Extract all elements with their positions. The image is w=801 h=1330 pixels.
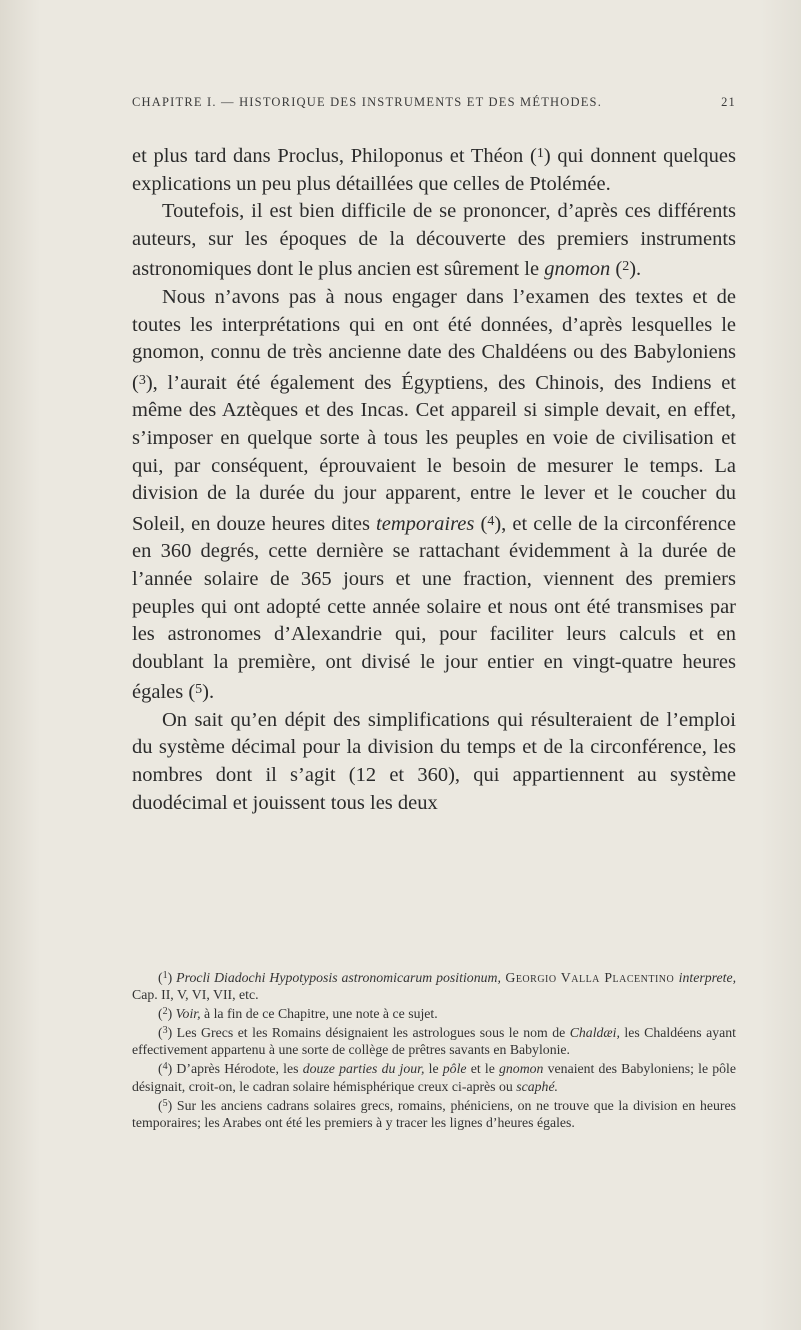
text-run: à la fin de ce Chapitre, une note à ce sujet.	[200, 1006, 438, 1022]
footnote-3: ($^3$) Les Grecs et les Romains désignaient les astrologues sous le nom de Chaldæi, les Chaldéens ayant effectivement appartenu à une sorte de collège de prêtres savants en Babylonie.	[132, 1025, 736, 1058]
footnote-4: ($^4$) D’après Hérodote, les douze parties du jour, le pôle et le gnomon venaient des Babyloniens; le pôle désignait, croit-on, le cadran solaire hémisphérique creux ci-après ou scaphé.	[132, 1061, 737, 1094]
footnote-2: ($^2$) Voir, à la fin de ce Chapitre, une note à ce sujet.	[158, 1006, 438, 1022]
page-number: 21	[721, 95, 736, 109]
emphasis: gnomon	[544, 258, 611, 281]
text-run: ) qui donnent quelques explications un peu plus détaillées que celles de Ptolémée.	[132, 145, 736, 195]
text-run: )	[167, 970, 177, 985]
footnote-number: 5	[162, 1097, 168, 1109]
footnote-ref: 1	[536, 146, 544, 161]
text-run: les Chaldéens ayant effectivement appartenu à une sorte de collège de prêtres savants en Babylonie.	[132, 1025, 736, 1058]
footnote-number: 2	[162, 1006, 168, 1018]
text-run: Nous n’avons pas à nous engager dans l’examen des textes et de toutes les interprétations qui en ont été données, d’après lesquelles le gnomon, connu de très ancienne date des Chaldéens ou des Babyloniens (	[132, 285, 736, 394]
text-run: et le	[466, 1061, 499, 1077]
emphasis: douze parties du jour,	[302, 1061, 425, 1077]
text-run: et plus tard dans Proclus, Philoponus et Théon (	[132, 145, 537, 167]
footnote-ref: 5	[195, 682, 203, 698]
text-run: (	[610, 258, 623, 281]
emphasis: gnomon	[499, 1061, 544, 1077]
footnote-ref: 2	[622, 259, 630, 275]
footnote-number: 3	[162, 1025, 168, 1037]
emphasis: Procli Diadochi Hypotyposis astronomicarum positionum,	[176, 970, 501, 985]
emphasis: pôle	[442, 1061, 467, 1077]
emphasis: temporaires	[376, 512, 475, 535]
footnote-number: 1	[162, 970, 168, 981]
footnote-5: ($^5$) Sur les anciens cadrans solaires grecs, romains, phéniciens, on ne trouve que la division en heures temporaires; les Arabes ont été les premiers à y tracer les lignes d’heures égales.	[132, 1097, 736, 1130]
text-run: ) D’après Hérodote, les	[167, 1061, 303, 1077]
running-title: CHAPITRE I. — HISTORIQUE DES INSTRUMENTS ET DES MÉTHODES.	[132, 95, 603, 109]
emphasis: Chaldæi,	[569, 1025, 620, 1041]
text-run: Toutefois, il est bien difficile de se prononcer, d’après ces différents auteurs, sur les époques de la découverte des premiers instruments astronomiques dont le plus ancien est sûrement le	[132, 200, 736, 281]
text-run: ).	[202, 681, 215, 704]
text-run: (	[474, 512, 488, 535]
footnote-number: 4	[162, 1061, 168, 1073]
emphasis: Voir,	[175, 1006, 201, 1022]
text-run: )	[167, 1006, 176, 1022]
footnote-ref: 4	[487, 513, 495, 529]
paragraph-2	[132, 198, 736, 284]
text-run: ) Les Grecs et les Romains désignaient les astrologues sous le nom de	[167, 1025, 570, 1041]
text-run: On sait qu’en dépit des simplifications qui résulteraient de l’emploi du système décimal pour la division du temps et de la circonférence, les nombres dont il s’agit (12 et 360), qui appartiennent au système duodécimal et jouissent tous les deux	[132, 708, 736, 814]
emphasis: interprete,	[678, 970, 737, 985]
text-run: venaient des Babyloniens; le pôle désignait, croit-on, le cadran solaire hémisphérique creux ci-après ou	[132, 1061, 737, 1094]
paragraph-1	[132, 140, 736, 198]
text-run: ), et celle de la circonférence en 360 degrés, cette dernière se rattachant évidemment à la durée de l’année solaire de 365 jours et une fraction, viennent des premiers peuples qui ont adopté cette année solaire et nous ont été transmises par les astronomes d’Alexandrie qui, pour faciliter leurs calculs et en doublant la première, ont divisé le jour entier en vingt-quatre heures égales (	[132, 512, 736, 704]
text-run: ).	[629, 258, 642, 281]
paragraph-4	[132, 707, 736, 817]
footnotes	[132, 967, 736, 1131]
footnote-ref: 3	[138, 372, 146, 388]
text-run: ), l’aurait été également des Égyptiens, des Chinois, des Indiens et même des Aztèques et des Incas. Cet appareil si simple devait, en effet, s’imposer en quelque sorte à tous les peuples en voie de civilisation et qui, par conséquent, éprouvaient le besoin de mesurer le temps. La division de la durée du jour apparent, entre le lever et le coucher du Soleil, en douze heures dites	[132, 371, 736, 535]
emphasis: scaphé.	[516, 1078, 559, 1094]
main-text	[132, 140, 736, 817]
text-run: ) Sur les anciens cadrans solaires grecs, romains, phéniciens, on ne trouve que la division en heures temporaires; les Arabes ont été les premiers à y tracer les lignes d’heures égales.	[132, 1097, 736, 1130]
small-caps: Georgio Valla Placentino	[500, 970, 679, 985]
text-run: Cap. II, V, VI, VII, etc.	[132, 987, 259, 1003]
text-run: le	[424, 1061, 443, 1077]
footnote-1: ($^1$) Procli Diadochi Hypotyposis astronomicarum positionum, Georgio Valla Placentino interprete, Cap. II, V, VI, VII, etc.	[132, 970, 737, 1003]
paragraph-3	[132, 284, 736, 707]
